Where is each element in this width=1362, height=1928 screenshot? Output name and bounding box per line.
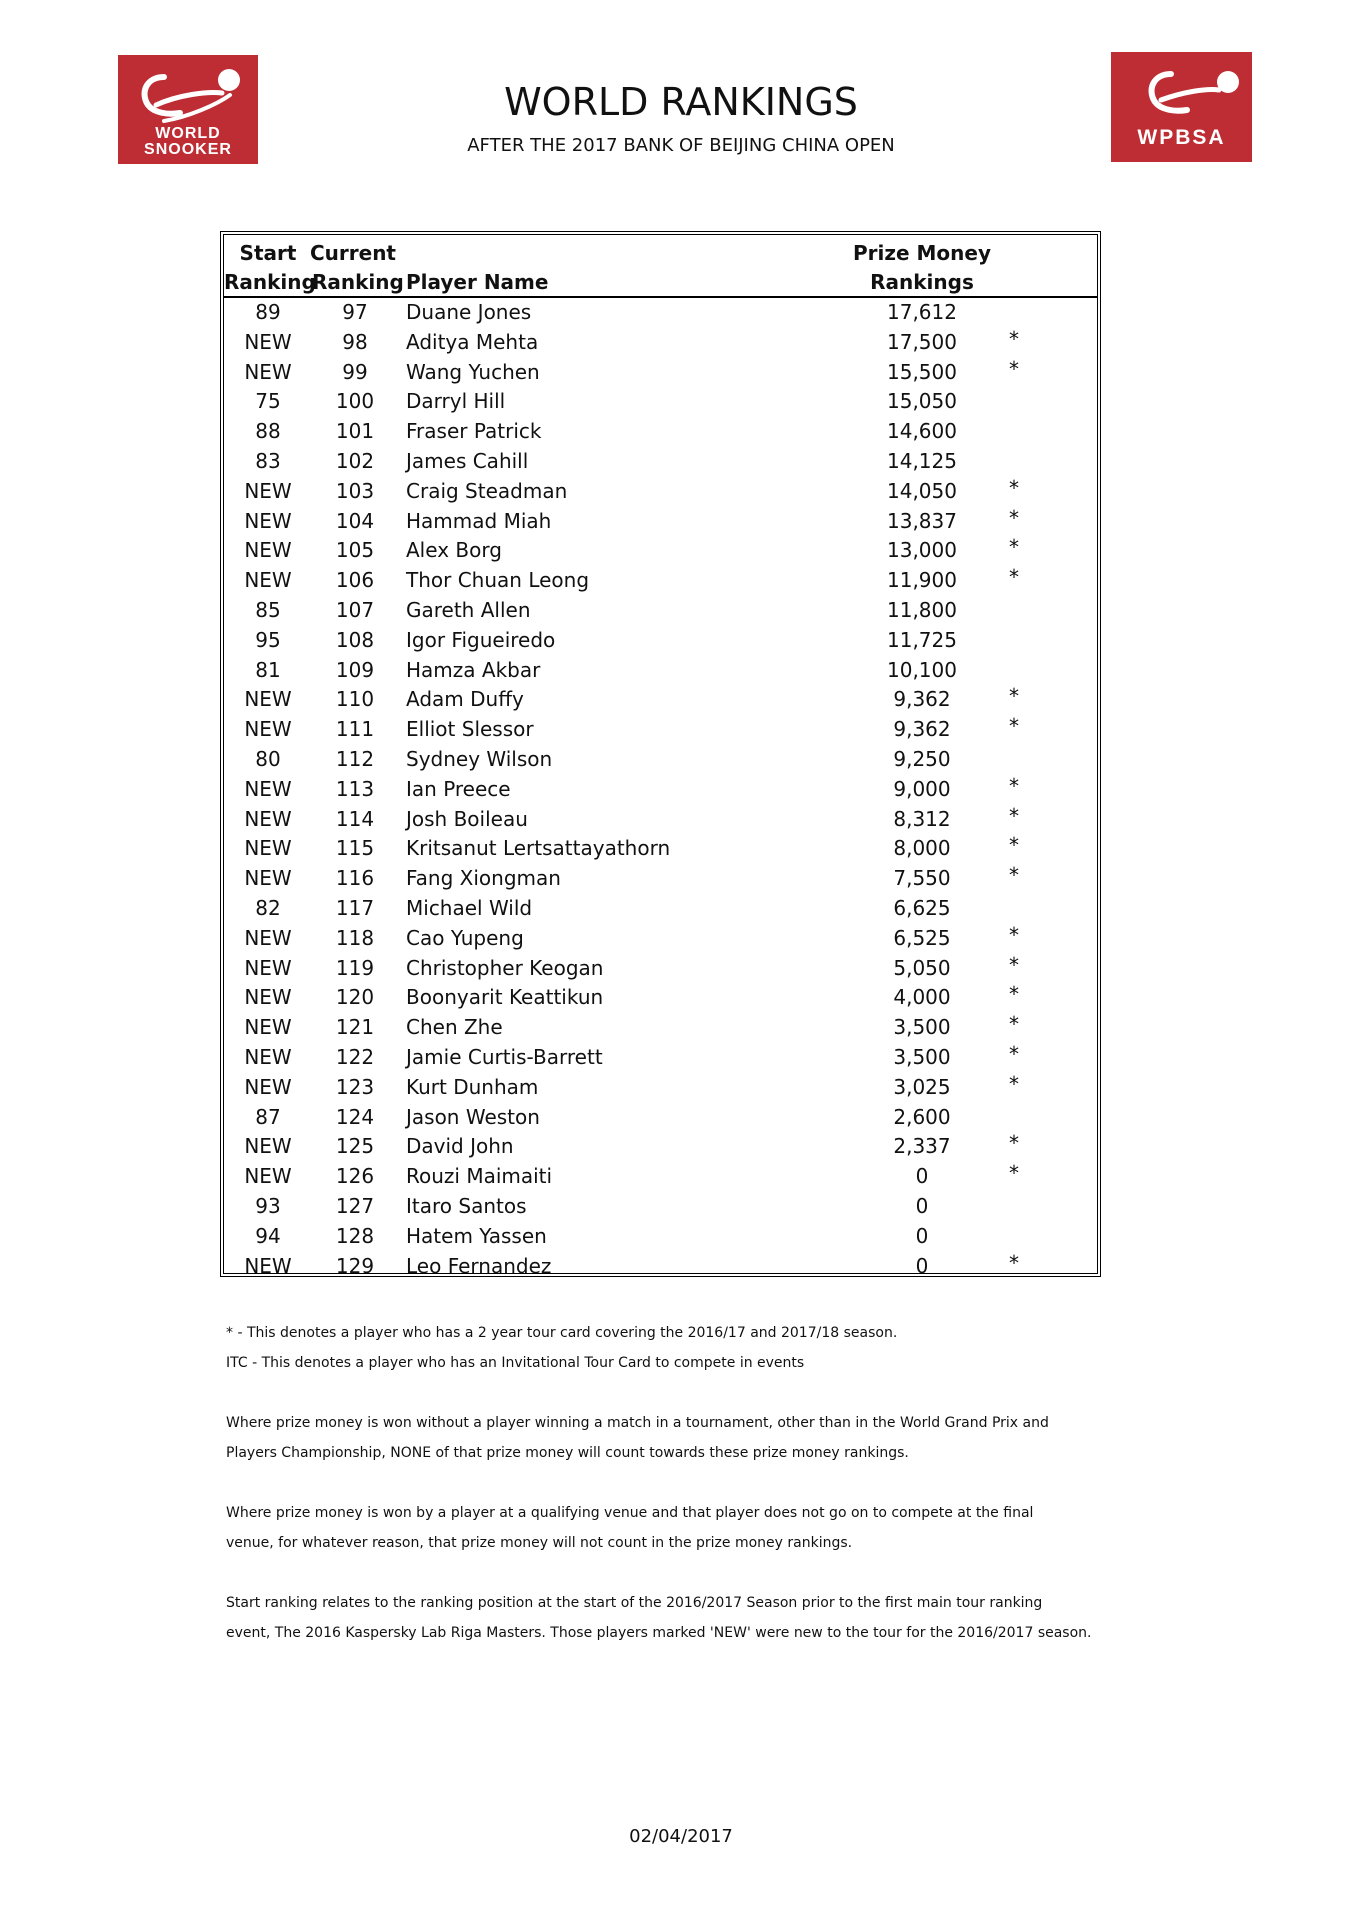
player-name: Chen Zhe [406, 1015, 503, 1040]
start-ranking: 80 [255, 746, 281, 771]
current-ranking: 115 [335, 836, 375, 861]
tour-card-marker: * [1009, 535, 1019, 560]
table-row [224, 416, 1097, 446]
current-ranking: 98 [342, 329, 368, 354]
player-name: Darryl Hill [406, 389, 506, 414]
tour-card-marker: * [1009, 833, 1019, 858]
table-row [224, 595, 1097, 625]
table-row [224, 863, 1097, 893]
tour-card-marker: * [1009, 773, 1019, 798]
tour-card-marker: * [1009, 565, 1019, 590]
prize-money: 14,125 [887, 448, 957, 473]
start-ranking: NEW [244, 359, 292, 384]
table-row [224, 1191, 1097, 1221]
col-start-line2: Ranking [224, 270, 316, 294]
prize-money: 2,600 [893, 1104, 951, 1129]
player-name: Kurt Dunham [406, 1074, 539, 1099]
table-row [224, 953, 1097, 983]
player-name: Jamie Curtis-Barrett [406, 1044, 603, 1069]
table-row [224, 535, 1097, 565]
start-ranking: 95 [255, 627, 281, 652]
current-ranking: 105 [335, 538, 375, 563]
current-ranking: 127 [335, 1193, 375, 1218]
col-prize-line1: Prize Money [852, 241, 992, 265]
prize-money: 8,312 [893, 806, 951, 831]
current-ranking: 122 [335, 1044, 375, 1069]
prize-money: 11,800 [887, 597, 957, 622]
table-row [224, 833, 1097, 863]
tour-card-marker: * [1009, 1071, 1019, 1096]
col-current-line1: Current [309, 241, 396, 265]
player-name: Adam Duffy [406, 687, 524, 712]
start-ranking: 83 [255, 448, 281, 473]
current-ranking: 106 [335, 568, 375, 593]
current-ranking: 100 [335, 389, 375, 414]
prize-money: 17,500 [887, 329, 957, 354]
prize-money: 9,362 [893, 687, 951, 712]
prize-money: 9,250 [893, 746, 951, 771]
current-ranking: 126 [335, 1164, 375, 1189]
footnotes [226, 1318, 1146, 1648]
player-name: Michael Wild [406, 895, 533, 920]
tour-card-marker: * [1009, 1250, 1019, 1275]
current-ranking: 101 [335, 419, 375, 444]
current-ranking: 121 [335, 1015, 375, 1040]
start-ranking: 93 [255, 1193, 281, 1218]
table-row [224, 506, 1097, 536]
table-row [224, 893, 1097, 923]
current-ranking: 116 [335, 866, 375, 891]
prize-money: 0 [915, 1193, 929, 1218]
player-name: Kritsanut Lertsattayathorn [406, 836, 671, 861]
prize-money: 8,000 [893, 836, 951, 861]
current-ranking: 114 [335, 806, 375, 831]
start-ranking: NEW [244, 538, 292, 563]
start-ranking: NEW [244, 568, 292, 593]
footer-date: 02/04/2017 [629, 1826, 733, 1847]
prize-money: 9,000 [893, 776, 951, 801]
start-ranking: NEW [244, 1134, 292, 1159]
current-ranking: 129 [335, 1253, 375, 1278]
player-name: Duane Jones [406, 300, 532, 324]
start-ranking: NEW [244, 836, 292, 861]
player-name: Jason Weston [406, 1104, 540, 1129]
table-row [224, 684, 1097, 714]
table-row [224, 1072, 1097, 1102]
current-ranking: 124 [335, 1104, 375, 1129]
prize-money: 6,525 [893, 925, 951, 950]
player-name: Gareth Allen [406, 597, 531, 622]
current-ranking: 111 [335, 717, 375, 742]
start-ranking: NEW [244, 687, 292, 712]
table-row [224, 297, 1097, 327]
prize-money: 15,500 [887, 359, 957, 384]
current-ranking: 110 [335, 687, 375, 712]
venue-note-line2: venue, for whatever reason, that prize money will not count in the prize money rankings. [226, 1535, 853, 1551]
tour-card-marker: * [1009, 684, 1019, 709]
tour-card-marker: * [1009, 356, 1019, 381]
current-ranking: 107 [335, 597, 375, 622]
player-name: Alex Borg [406, 538, 502, 563]
tour-card-marker: * [1009, 1131, 1019, 1156]
start-ranking: NEW [244, 1044, 292, 1069]
col-start-line1: Start [239, 241, 297, 265]
world-snooker-logo-text: WORLD SNOOKER [144, 125, 232, 158]
table-row [224, 982, 1097, 1012]
itc-note: ITC - This denotes a player who has an Invitational Tour Card to compete in events [226, 1355, 805, 1371]
start-ranking: NEW [244, 955, 292, 980]
start-note-line2: event, The 2016 Kaspersky Lab Riga Masters. Those players marked 'NEW' were new to the tour for the 2016/2017 season. [226, 1625, 1092, 1641]
table-row [224, 804, 1097, 834]
table-row [224, 655, 1097, 685]
player-name: Fraser Patrick [406, 419, 542, 444]
current-ranking: 123 [335, 1074, 375, 1099]
start-ranking: 85 [255, 597, 281, 622]
table-row [224, 923, 1097, 953]
current-ranking: 120 [335, 985, 375, 1010]
table-row [224, 744, 1097, 774]
player-name: Elliot Slessor [406, 717, 534, 742]
player-name: Hamza Akbar [406, 657, 541, 682]
prize-money: 0 [915, 1223, 929, 1248]
start-ranking: 81 [255, 657, 281, 682]
prize-money: 13,837 [887, 508, 957, 533]
tour-card-marker: * [1009, 1041, 1019, 1066]
prize-money: 11,725 [887, 627, 957, 652]
start-note-line1: Start ranking relates to the ranking position at the start of the 2016/2017 Season prior to the first main tour ranking [226, 1595, 1043, 1611]
current-ranking: 112 [335, 746, 375, 771]
tour-card-marker: * [1009, 1161, 1019, 1186]
player-name: Aditya Mehta [406, 329, 539, 354]
tour-card-marker: * [1009, 475, 1019, 500]
prize-money: 14,600 [887, 419, 957, 444]
player-name: Igor Figueiredo [406, 627, 556, 652]
player-name: Fang Xiongman [406, 866, 561, 891]
prize-money: 11,900 [887, 568, 957, 593]
prize-money: 2,337 [893, 1134, 951, 1159]
current-ranking: 118 [335, 925, 375, 950]
prize-money: 7,550 [893, 866, 951, 891]
current-ranking: 113 [335, 776, 375, 801]
start-ranking: NEW [244, 478, 292, 503]
start-ranking: 75 [255, 389, 281, 414]
player-name: Wang Yuchen [406, 359, 540, 384]
current-ranking: 104 [335, 508, 375, 533]
start-ranking: NEW [244, 1253, 292, 1278]
table-row [224, 1161, 1097, 1191]
prize-money: 3,500 [893, 1015, 951, 1040]
table-row [224, 446, 1097, 476]
start-ranking: NEW [244, 1164, 292, 1189]
start-ranking: 94 [255, 1223, 281, 1248]
tour-card-marker: * [1009, 922, 1019, 947]
start-ranking: NEW [244, 1015, 292, 1040]
start-ranking: NEW [244, 1074, 292, 1099]
table-body [224, 297, 1097, 1280]
table-row [224, 357, 1097, 387]
col-player-name: Player Name [406, 270, 549, 294]
current-ranking: 103 [335, 478, 375, 503]
start-ranking: NEW [244, 329, 292, 354]
start-ranking: NEW [244, 717, 292, 742]
start-ranking: 89 [255, 300, 281, 324]
current-ranking: 99 [342, 359, 368, 384]
prize-money: 6,625 [893, 895, 951, 920]
table-row [224, 327, 1097, 357]
table-row [224, 625, 1097, 655]
player-name: David John [406, 1134, 514, 1159]
start-ranking: NEW [244, 806, 292, 831]
player-name: Rouzi Maimaiti [406, 1164, 553, 1189]
start-ranking: 88 [255, 419, 281, 444]
tour-card-marker: * [1009, 505, 1019, 530]
tour-card-marker: * [1009, 982, 1019, 1007]
prize-money: 0 [915, 1253, 929, 1278]
player-name: Hatem Yassen [406, 1223, 547, 1248]
current-ranking: 108 [335, 627, 375, 652]
prize-money: 17,612 [887, 300, 957, 324]
rankings-table [220, 231, 1101, 1277]
prize-note-line1: Where prize money is won without a player winning a match in a tournament, other than in the World Grand Prix and [226, 1415, 1049, 1431]
prize-note-line2: Players Championship, NONE of that prize money will count towards these prize money rankings. [226, 1445, 909, 1461]
player-name: Craig Steadman [406, 478, 568, 503]
table-row [224, 1102, 1097, 1132]
col-prize-line2: Rankings [870, 270, 974, 294]
player-name: Thor Chuan Leong [406, 568, 590, 593]
table-row [224, 1012, 1097, 1042]
table-row [224, 565, 1097, 595]
player-name: Boonyarit Keattikun [406, 985, 604, 1010]
start-ranking: 87 [255, 1104, 281, 1129]
page-subtitle: AFTER THE 2017 BANK OF BEIJING CHINA OPEN [467, 135, 895, 156]
tour-card-marker: * [1009, 326, 1019, 351]
current-ranking: 117 [335, 895, 375, 920]
tour-card-marker: * [1009, 803, 1019, 828]
table-row [224, 1221, 1097, 1251]
prize-money: 5,050 [893, 955, 951, 980]
tour-card-marker: * [1009, 952, 1019, 977]
prize-money: 15,050 [887, 389, 957, 414]
start-ranking: 82 [255, 895, 281, 920]
star-note: * - This denotes a player who has a 2 year tour card covering the 2016/17 and 2017/18 season. [226, 1325, 898, 1341]
player-name: Leo Fernandez [406, 1253, 552, 1278]
venue-note-line1: Where prize money is won by a player at a qualifying venue and that player does not go on to compete at the final [226, 1505, 1034, 1521]
current-ranking: 97 [342, 300, 368, 324]
prize-money: 9,362 [893, 717, 951, 742]
table-header [224, 235, 1097, 298]
prize-money: 0 [915, 1164, 929, 1189]
table-row [224, 386, 1097, 416]
current-ranking: 125 [335, 1134, 375, 1159]
start-ranking: NEW [244, 866, 292, 891]
prize-money: 10,100 [887, 657, 957, 682]
table-row [224, 774, 1097, 804]
player-name: Cao Yupeng [406, 925, 524, 950]
current-ranking: 102 [335, 448, 375, 473]
player-name: Josh Boileau [406, 806, 528, 831]
player-name: Hammad Miah [406, 508, 552, 533]
page-title: WORLD RANKINGS [504, 80, 858, 124]
start-ranking: NEW [244, 985, 292, 1010]
tour-card-marker: * [1009, 714, 1019, 739]
player-name: Itaro Santos [406, 1193, 527, 1218]
start-ranking: NEW [244, 776, 292, 801]
player-name: Sydney Wilson [406, 746, 553, 771]
start-ranking: NEW [244, 925, 292, 950]
table-row [224, 1131, 1097, 1161]
col-current-line2: Ranking [312, 270, 404, 294]
prize-money: 4,000 [893, 985, 951, 1010]
table-row [224, 1042, 1097, 1072]
current-ranking: 109 [335, 657, 375, 682]
current-ranking: 128 [335, 1223, 375, 1248]
table-row [224, 476, 1097, 506]
player-name: Christopher Keogan [406, 955, 604, 980]
player-name: James Cahill [406, 448, 529, 473]
prize-money: 3,025 [893, 1074, 951, 1099]
table-row [224, 1251, 1097, 1281]
prize-money: 13,000 [887, 538, 957, 563]
tour-card-marker: * [1009, 863, 1019, 888]
tour-card-marker: * [1009, 1012, 1019, 1037]
start-ranking: NEW [244, 508, 292, 533]
player-name: Ian Preece [406, 776, 511, 801]
current-ranking: 119 [335, 955, 375, 980]
table-row [224, 714, 1097, 744]
prize-money: 3,500 [893, 1044, 951, 1069]
prize-money: 14,050 [887, 478, 957, 503]
wpbsa-logo-text: WPBSA [1137, 126, 1226, 149]
